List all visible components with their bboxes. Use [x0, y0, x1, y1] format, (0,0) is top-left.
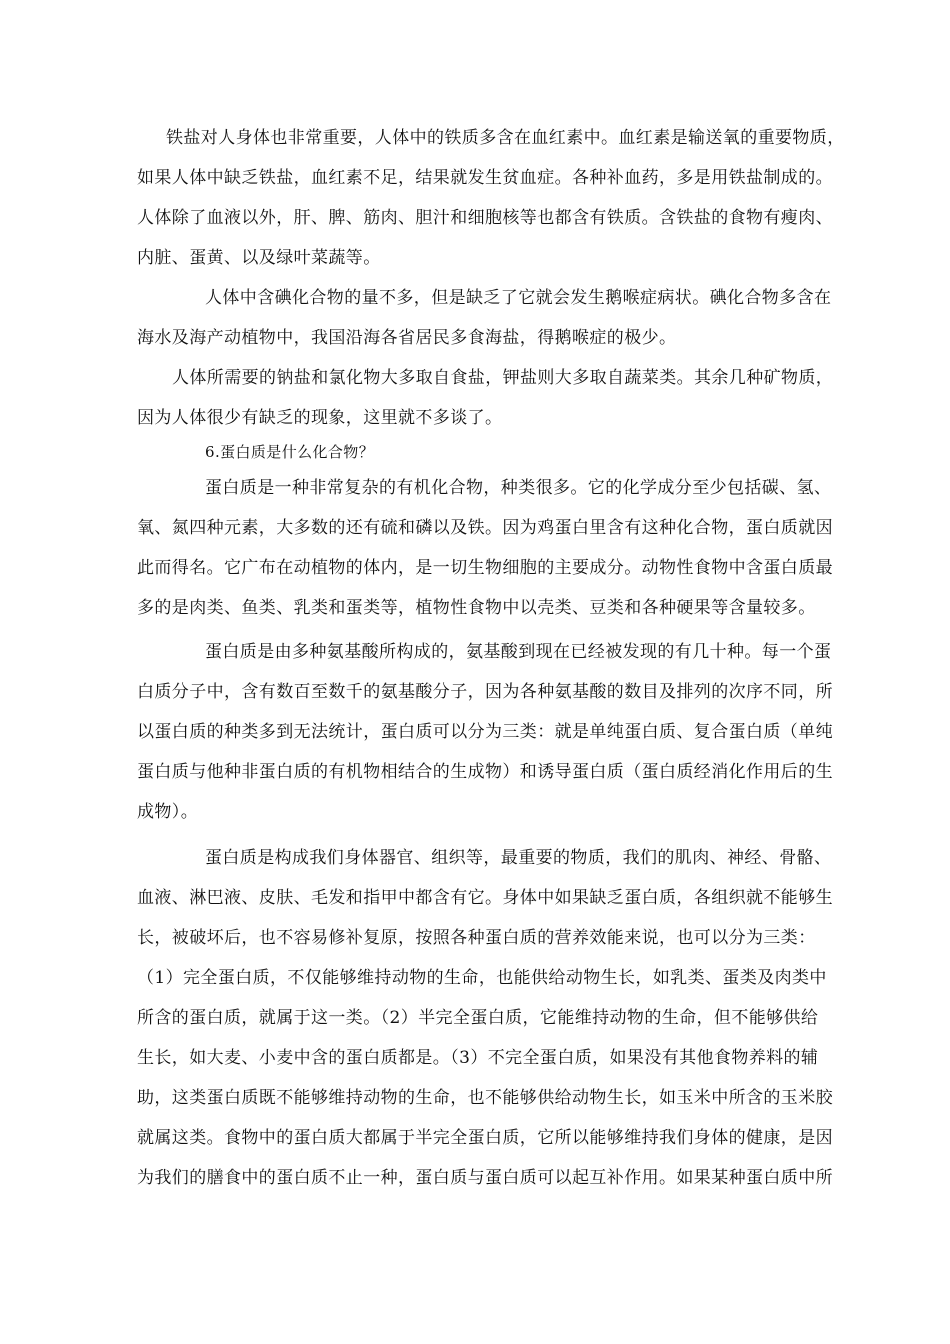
paragraph-function-line-8: 就属这类。食物中的蛋白质大都属于半完全蛋白质，它所以能够维持我们身体的健康，是因	[137, 1128, 833, 1148]
paragraph-protein-intro-line-4: 多的是肉类、鱼类、乳类和蛋类等，植物性食物中以壳类、豆类和各种硬果等含量较多。	[137, 598, 816, 618]
paragraph-protein-intro-line-3: 此而得名。它广布在动植物的体内，是一切生物细胞的主要成分。动物性食物中含蛋白质最	[137, 558, 833, 578]
paragraph-function-line-4: （1）完全蛋白质，不仅能够维持动物的生命，也能供给动物生长，如乳类、蛋类及肉类中	[137, 968, 827, 988]
paragraph-protein-intro-line-2: 氧、氮四种元素，大多数的还有硫和磷以及铁。因为鸡蛋白里含有这种化合物，蛋白质就因	[137, 518, 833, 538]
paragraph-function-line-7: 助，这类蛋白质既不能够维持动物的生命，也不能够供给动物生长，如玉米中所含的玉米胶	[137, 1088, 833, 1108]
paragraph-function-line-3: 长，被破坏后，也不容易修补复原，按照各种蛋白质的营养效能来说，也可以分为三类：	[137, 928, 816, 948]
paragraph-iron-line-3: 人体除了血液以外，肝、脾、筋肉、胆汁和细胞核等也都含有铁质。含铁盐的食物有瘦肉、	[137, 208, 833, 228]
paragraph-salts-line-1: 人体所需要的钠盐和氯化物大多取自食盐，钾盐则大多取自蔬菜类。其余几种矿物质，	[172, 368, 834, 388]
paragraph-iron-line-2: 如果人体中缺乏铁盐，血红素不足，结果就发生贫血症。各种补血药，多是用铁盐制成的。	[137, 168, 833, 188]
paragraph-iodine-line-2: 海水及海产动植物中，我国沿海各省居民多食海盐，得鹅喉症的极少。	[137, 328, 677, 348]
paragraph-amino-line-1: 蛋白质是由多种氨基酸所构成的，氨基酸到现在已经被发现的有几十种。每一个蛋	[205, 642, 832, 662]
paragraph-amino-line-4: 蛋白质与他种非蛋白质的有机物相结合的生成物）和诱导蛋白质（蛋白质经消化作用后的生	[137, 762, 833, 782]
paragraph-function-line-6: 生长，如大麦、小麦中含的蛋白质都是。（3）不完全蛋白质，如果没有其他食物养料的辅	[137, 1048, 819, 1068]
paragraph-iron-line-1: 铁盐对人身体也非常重要，人体中的铁质多含在血红素中。血红素是输送氧的重要物质，	[166, 128, 845, 148]
paragraph-function-line-2: 血液、淋巴液、皮肤、毛发和指甲中都含有它。身体中如果缺乏蛋白质，各组织就不能够生	[137, 888, 833, 908]
paragraph-protein-intro-line-1: 蛋白质是一种非常复杂的有机化合物，种类很多。它的化学成分至少包括碳、氢、	[205, 478, 832, 498]
paragraph-amino-line-2: 白质分子中，含有数百至数千的氨基酸分子，因为各种氨基酸的数目及排列的次序不同，所	[137, 682, 833, 702]
paragraph-iodine-line-1: 人体中含碘化合物的量不多，但是缺乏了它就会发生鹅喉症病状。碘化合物多含在	[205, 288, 832, 308]
paragraph-amino-line-5: 成物）。	[137, 802, 199, 822]
section-heading: 6.蛋白质是什么化合物？	[205, 443, 375, 461]
paragraph-function-line-1: 蛋白质是构成我们身体器官、组织等，最重要的物质，我们的肌肉、神经、骨骼、	[205, 848, 832, 868]
paragraph-function-line-9: 为我们的膳食中的蛋白质不止一种，蛋白质与蛋白质可以起互补作用。如果某种蛋白质中所	[137, 1168, 833, 1188]
paragraph-function-line-5: 所含的蛋白质，就属于这一类。（2）半完全蛋白质，它能维持动物的生命，但不能够供给	[137, 1008, 819, 1028]
paragraph-amino-line-3: 以蛋白质的种类多到无法统计，蛋白质可以分为三类：就是单纯蛋白质、复合蛋白质（单纯	[137, 722, 833, 742]
paragraph-iron-line-4: 内脏、蛋黄、以及绿叶菜蔬等。	[137, 248, 381, 268]
paragraph-salts-line-2: 因为人体很少有缺乏的现象，这里就不多谈了。	[137, 408, 503, 428]
